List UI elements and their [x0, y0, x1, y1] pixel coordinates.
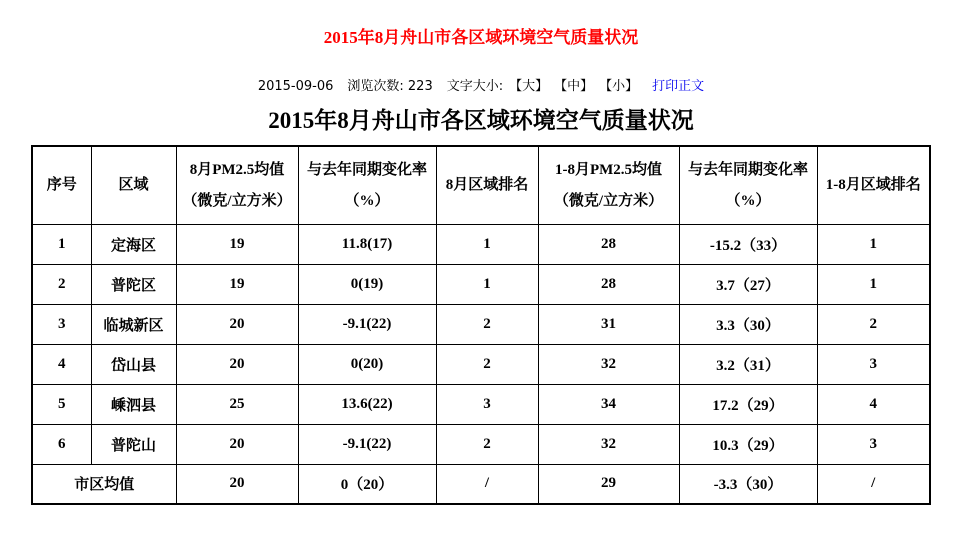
cell-aug-rank: 2 — [436, 424, 538, 464]
cell-ytd-pm25: 28 — [538, 224, 679, 264]
cell-aug-change: 13.6(22) — [298, 384, 436, 424]
header-ytd-rank: 1-8月区域排名 — [817, 146, 930, 224]
air-quality-table — [31, 145, 931, 505]
cell-aug-pm25: 19 — [176, 264, 298, 304]
cell-aug-rank: 2 — [436, 344, 538, 384]
cell-ytd-pm25: 31 — [538, 304, 679, 344]
cell-ytd-rank: 1 — [817, 264, 930, 304]
cell-seq: 5 — [32, 384, 91, 424]
cell-ytd-change: 3.3（30） — [679, 304, 817, 344]
publish-date: 2015-09-06 — [257, 79, 334, 94]
table-row — [32, 304, 930, 344]
table-title: 2015年8月舟山市各区域环境空气质量状况 — [268, 108, 694, 133]
cell-region: 嵊泗县 — [91, 384, 176, 424]
cell-aug-pm25: 25 — [176, 384, 298, 424]
cell-region: 岱山县 — [91, 344, 176, 384]
header-ytd-change: 与去年同期变化率 （%） — [679, 146, 817, 224]
font-size-small-button[interactable]: 【小】 — [599, 79, 639, 94]
cell-region: 定海区 — [91, 224, 176, 264]
cell-ytd-rank: / — [817, 464, 930, 504]
cell-ytd-change: 17.2（29） — [679, 384, 817, 424]
cell-aug-pm25: 20 — [176, 344, 298, 384]
cell-seq: 3 — [32, 304, 91, 344]
cell-ytd-pm25: 32 — [538, 424, 679, 464]
cell-city-average-label: 市区均值 — [32, 464, 176, 504]
cell-ytd-pm25: 32 — [538, 344, 679, 384]
font-size-label: 文字大小: — [446, 79, 504, 94]
cell-seq: 2 — [32, 264, 91, 304]
cell-aug-change: -9.1(22) — [298, 424, 436, 464]
cell-aug-rank: 1 — [436, 224, 538, 264]
header-aug-change: 与去年同期变化率 （%） — [298, 146, 436, 224]
cell-aug-pm25: 19 — [176, 224, 298, 264]
cell-region: 普陀山 — [91, 424, 176, 464]
cell-ytd-change: 3.7（27） — [679, 264, 817, 304]
table-row — [32, 344, 930, 384]
cell-ytd-change: 3.2（31） — [679, 344, 817, 384]
cell-aug-rank: 1 — [436, 264, 538, 304]
cell-seq: 4 — [32, 344, 91, 384]
cell-aug-pm25: 20 — [176, 464, 298, 504]
cell-aug-rank: / — [436, 464, 538, 504]
cell-ytd-change: -3.3（30） — [679, 464, 817, 504]
cell-region: 普陀区 — [91, 264, 176, 304]
page-title: 2015年8月舟山市各区域环境空气质量状况 — [323, 28, 639, 47]
cell-ytd-pm25: 29 — [538, 464, 679, 504]
cell-ytd-rank: 3 — [817, 424, 930, 464]
cell-aug-pm25: 20 — [176, 304, 298, 344]
cell-aug-rank: 3 — [436, 384, 538, 424]
font-size-large-button[interactable]: 【大】 — [509, 79, 549, 94]
table-header-row — [32, 146, 930, 224]
cell-seq: 6 — [32, 424, 91, 464]
font-size-medium-button[interactable]: 【中】 — [554, 79, 594, 94]
header-aug-rank: 8月区域排名 — [436, 146, 538, 224]
view-count: 浏览次数: 223 — [347, 79, 433, 94]
table-row — [32, 264, 930, 304]
cell-aug-change: 11.8(17) — [298, 224, 436, 264]
cell-ytd-change: -15.2（33） — [679, 224, 817, 264]
cell-ytd-pm25: 34 — [538, 384, 679, 424]
cell-ytd-rank: 2 — [817, 304, 930, 344]
header-seq: 序号 — [32, 146, 91, 224]
cell-seq: 1 — [32, 224, 91, 264]
cell-aug-change: 0（20） — [298, 464, 436, 504]
cell-ytd-rank: 4 — [817, 384, 930, 424]
header-region: 区域 — [91, 146, 176, 224]
table-row — [32, 384, 930, 424]
table-row — [32, 424, 930, 464]
header-ytd-pm25: 1-8月PM2.5均值 （微克/立方米） — [538, 146, 679, 224]
cell-ytd-change: 10.3（29） — [679, 424, 817, 464]
cell-aug-change: 0(19) — [298, 264, 436, 304]
cell-ytd-rank: 1 — [817, 224, 930, 264]
print-article-link[interactable]: 打印正文 — [652, 79, 705, 94]
header-aug-pm25: 8月PM2.5均值 （微克/立方米） — [176, 146, 298, 224]
cell-aug-rank: 2 — [436, 304, 538, 344]
cell-aug-pm25: 20 — [176, 424, 298, 464]
cell-aug-change: 0(20) — [298, 344, 436, 384]
cell-region: 临城新区 — [91, 304, 176, 344]
cell-ytd-rank: 3 — [817, 344, 930, 384]
table-footer-row — [32, 464, 930, 504]
cell-ytd-pm25: 28 — [538, 264, 679, 304]
cell-aug-change: -9.1(22) — [298, 304, 436, 344]
table-row — [32, 224, 930, 264]
article-meta-bar — [0, 80, 962, 94]
